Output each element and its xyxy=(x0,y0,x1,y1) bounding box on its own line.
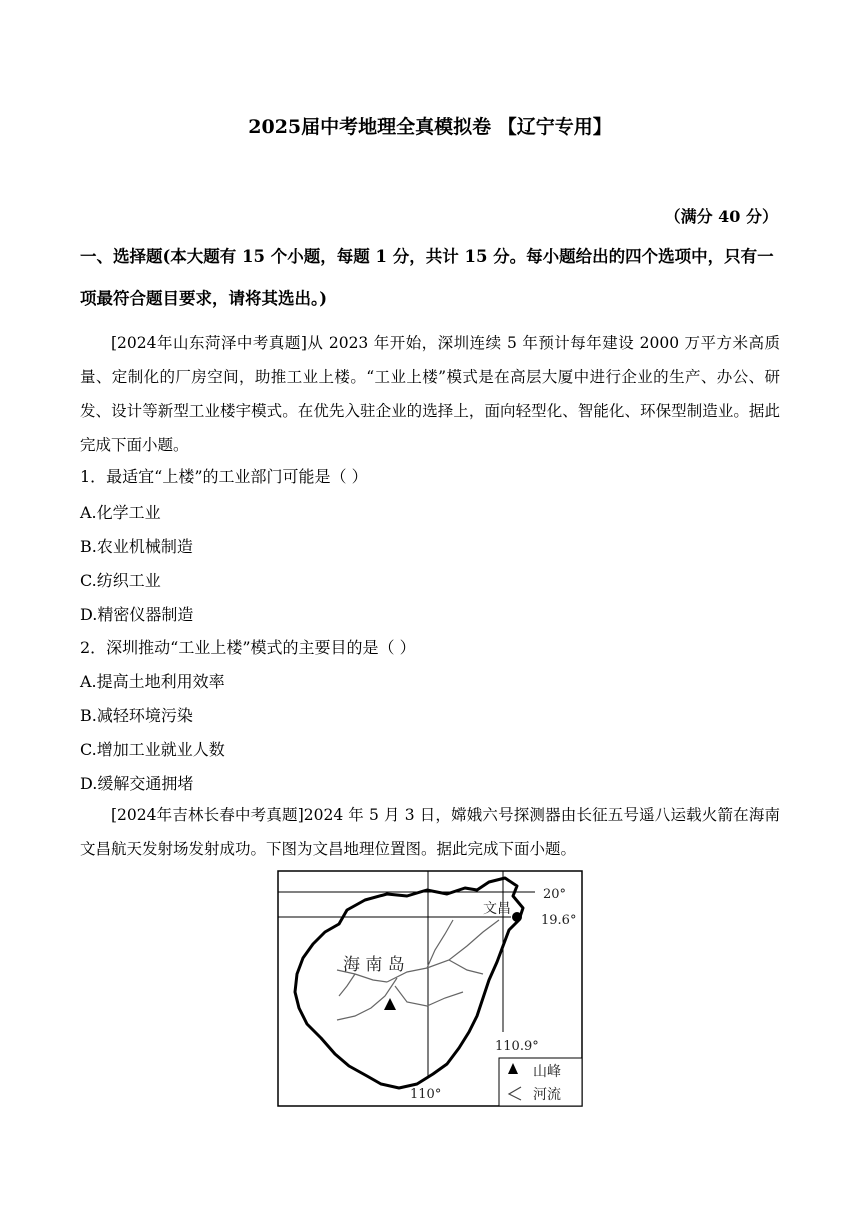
wenchang-location-dot xyxy=(512,912,522,922)
q2-option-c[interactable]: C.增加工业就业人数 xyxy=(80,740,225,759)
question-1-stem: 1．最适宜“上楼”的工业部门可能是（ ） xyxy=(80,467,368,486)
label-wenchang: 文昌 xyxy=(483,901,511,917)
wenchang-location-map xyxy=(277,870,583,1108)
material-paragraph-1: [2024年山东菏泽中考真题]从 2023 年开始，深圳连续 5 年预计每年建设 2000 万平方米高质量、定制化的厂房空间，助推工业上楼。“工业上楼”模式是在高层大厦中进行企业的生产、办公、研发、设计等新型工业楼宇模式。在优先入驻企业的选择上，面向轻型化、智能化、环保型制造业。据此完成下面小题。 xyxy=(80,334,780,454)
map-svg xyxy=(277,870,583,1108)
q1-option-c[interactable]: C.纺织工业 xyxy=(80,571,161,590)
section-heading: 一、选择题(本大题有 15 个小题，每题 1 分，共计 15 分。每小题给出的四个选项中，只有一项最符合题目要求，请将其选出。) xyxy=(80,247,774,308)
q2-option-a[interactable]: A.提高土地利用效率 xyxy=(80,672,225,691)
legend-river-label: 河流 xyxy=(533,1087,561,1103)
q1-option-b[interactable]: B.农业机械制造 xyxy=(80,537,193,556)
q2-option-d[interactable]: D.缓解交通拥堵 xyxy=(80,774,194,793)
page-title: 2025届中考地理全真模拟卷 【辽宁专用】 xyxy=(248,116,612,138)
map-legend xyxy=(499,1058,582,1106)
question-2-stem: 2．深圳推动“工业上楼”模式的主要目的是（ ） xyxy=(80,638,416,657)
label-lon-110-9: 110.9° xyxy=(495,1039,539,1054)
legend-peak-label: 山峰 xyxy=(533,1064,561,1080)
q2-option-b[interactable]: B.减轻环境污染 xyxy=(80,706,193,725)
label-lon-110: 110° xyxy=(410,1087,442,1102)
label-lat-20: 20° xyxy=(543,887,567,902)
full-mark: （满分 40 分） xyxy=(664,207,778,226)
label-lat-19-6: 19.6° xyxy=(541,913,577,928)
q1-option-d[interactable]: D.精密仪器制造 xyxy=(80,605,194,624)
label-hainan-island: 海 南 岛 xyxy=(343,955,405,975)
q1-option-a[interactable]: A.化学工业 xyxy=(80,503,161,522)
material-paragraph-2: [2024年吉林长春中考真题]2024 年 5 月 3 日，嫦娥六号探测器由长征五号遥八运载火箭在海南文昌航天发射场发射成功。下图为文昌地理位置图。据此完成下面小题。 xyxy=(80,806,780,858)
